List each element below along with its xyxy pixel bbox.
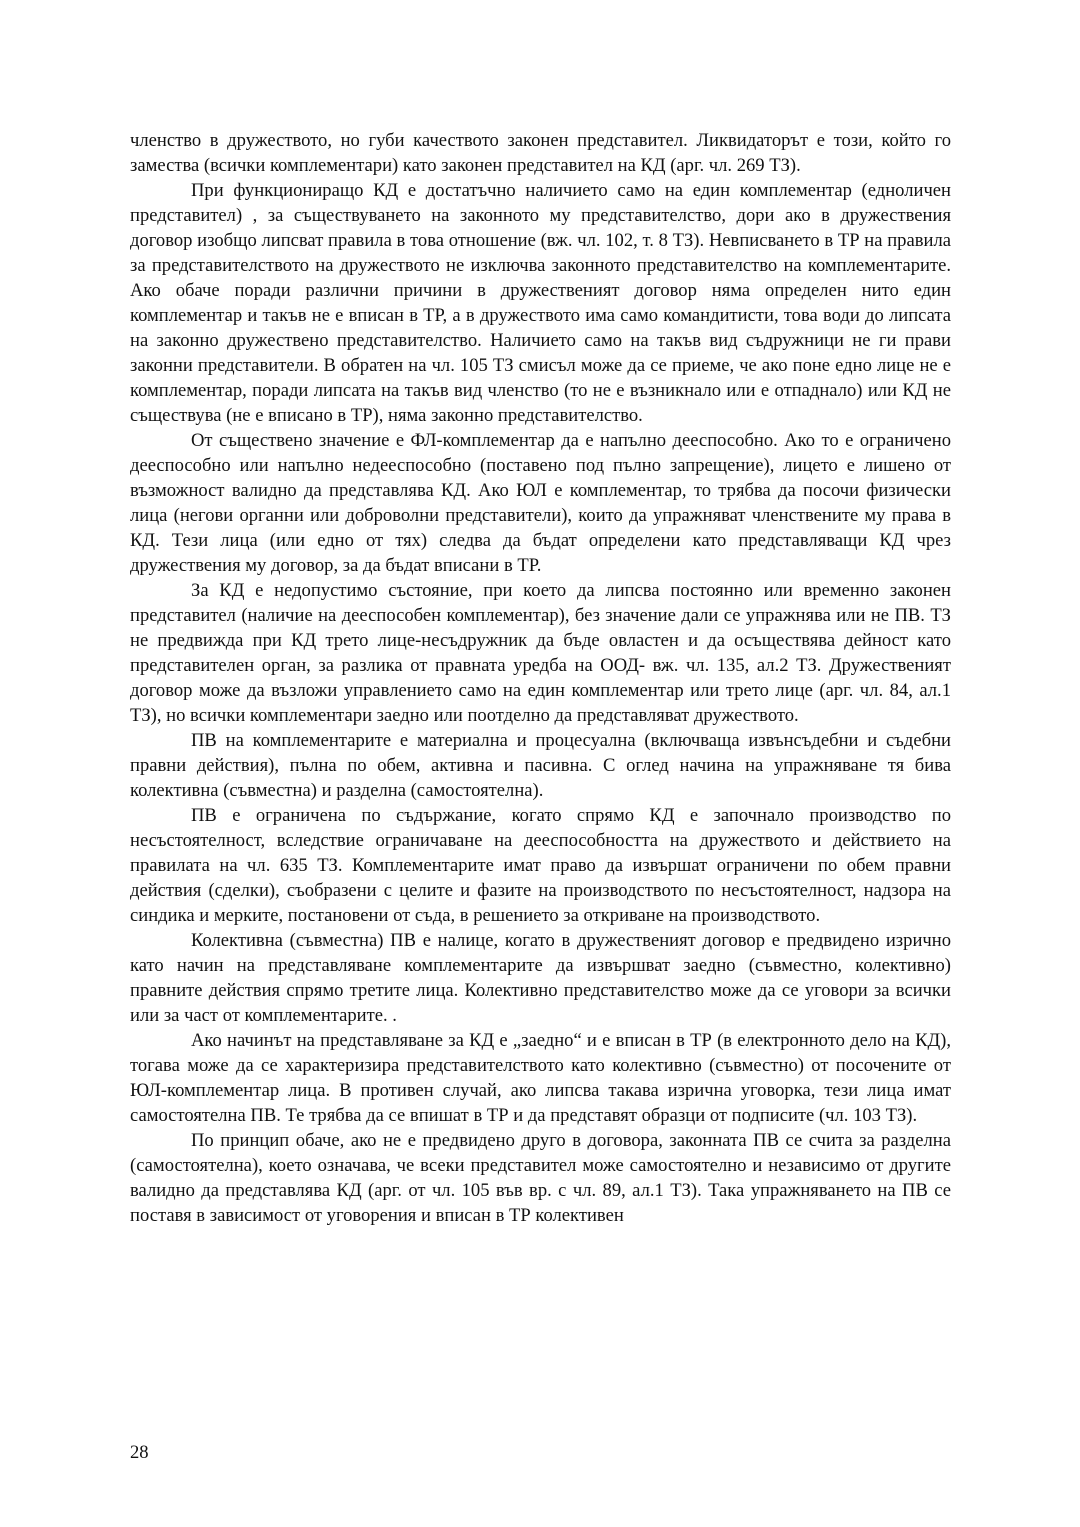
paragraph-1: членство в дружеството, но губи качеството законен представител. Ликвидаторът е този, който го замества (всички комплементари) като законен представител на КД (арг. чл. 269 ТЗ). bbox=[130, 130, 951, 176]
paragraph-4: За КД е недопустимо състояние, при което да липсва постоянно или временно законен представител (наличие на дееспособен комплементар), без значение дали се упражнява или не ПВ. ТЗ не предвижда при КД трето лице-несъдружник да бъде овластен и да осъществява дейност като представителен орган, за разлика от правната уредба на ООД- вж. чл. 135, ал.2 ТЗ. Дружественият договор може да възложи управлението само на един комплементар или трето лице (арг. чл. 84, ал.1 ТЗ), но всички комплементари заедно или поотделно да представляват дружеството. bbox=[130, 580, 951, 726]
paragraph-8: Ако начинът на представляване за КД е „заедно“ и е вписан в ТР (в електронното дело на КД), тогава може да се характеризира представителството като колективно (съвместно) от посочените от ЮЛ-комплементар лица. В противен случай, ако липсва такава изрична уговорка, тези лица имат самостоятелна ПВ. Те трябва да се впишат в ТР и да представят образци от подписите (чл. 103 ТЗ). bbox=[130, 1030, 951, 1126]
paragraph-9: По принцип обаче, ако не е предвидено друго в договора, законната ПВ се счита за разделна (самостоятелна), което означава, че всеки представител може самостоятелно и независимо от другите валидно да представлява КД (арг. от чл. 105 във вр. с чл. 89, ал.1 ТЗ). Така упражняването на ПВ се поставя в зависимост от уговорения и вписан в ТР колективен bbox=[130, 1130, 951, 1226]
paragraph-6: ПВ е ограничена по съдържание, когато спрямо КД е започнало производство по несъстоятелност, вследствие ограничаване на дееспособността на дружеството и действието на правилата на чл. 635 ТЗ. Комплементарите имат право да извършат ограничени по обем правни действия (сделки), съобразени с целите и фазите на производството по несъстоятелност, надзора на синдика и мерките, постановени от съда, в решението за откриване на производството. bbox=[130, 805, 951, 926]
paragraph-2: При функциониращо КД е достатъчно наличието само на един комплементар (едноличен представител) , за съществуването на законното му представителство, дори ако в дружествения договор изобщо липсват правила в това отношение (вж. чл. 102, т. 8 ТЗ). Невписването в ТР на правила за представителството на дружеството не изключва законното представителство на комплементарите. Ако обаче поради различни причини в дружественият договор няма определен нито един комплементар и такъв не е вписан в ТР, а в дружеството има само командитисти, това води до липсата на законно дружествено представителство. Наличието само на такъв вид съдружници не ги прави законни представители. В обратен на чл. 105 ТЗ смисъл може да се приеме, че ако поне едно лице не е комплементар, поради липсата на такъв вид членство (то не е възникнало или е отпаднало) или КД не съществува (не е вписано в ТР), няма законно представителство. bbox=[130, 180, 951, 426]
page-body bbox=[130, 128, 951, 1228]
paragraph-5: ПВ на комплементарите е материална и процесуална (включваща извънсъдебни и съдебни правни действия), пълна по обем, активна и пасивна. С оглед начина на упражняване тя бива колективна (съвместна) и разделна (самостоятелна). bbox=[130, 730, 951, 801]
page-number: 28 bbox=[130, 1442, 149, 1463]
paragraph-3: От съществено значение е ФЛ-комплементар да е напълно дееспособно. Ако то е ограничено дееспособно или напълно недееспособно (поставено под пълно запрещение), лицето е лишено от възможност валидно да представлява КД. Ако ЮЛ е комплементар, то трябва да посочи физически лица (негови органни или доброволни представители), които да упражняват членствените му права в КД. Тези лица (или едно от тях) следва да бъдат определени като представляващи КД чрез дружествения му договор, за да бъдат вписани в ТР. bbox=[130, 430, 951, 576]
paragraph-7: Колективна (съвместна) ПВ е налице, когато в дружественият договор е предвидено изрично като начин на представляване комплементарите да извършват заедно (съвместно, колективно) правните действия спрямо третите лица. Колективно представителство може да се уговори за всички или за част от комплементарите. . bbox=[130, 930, 951, 1026]
